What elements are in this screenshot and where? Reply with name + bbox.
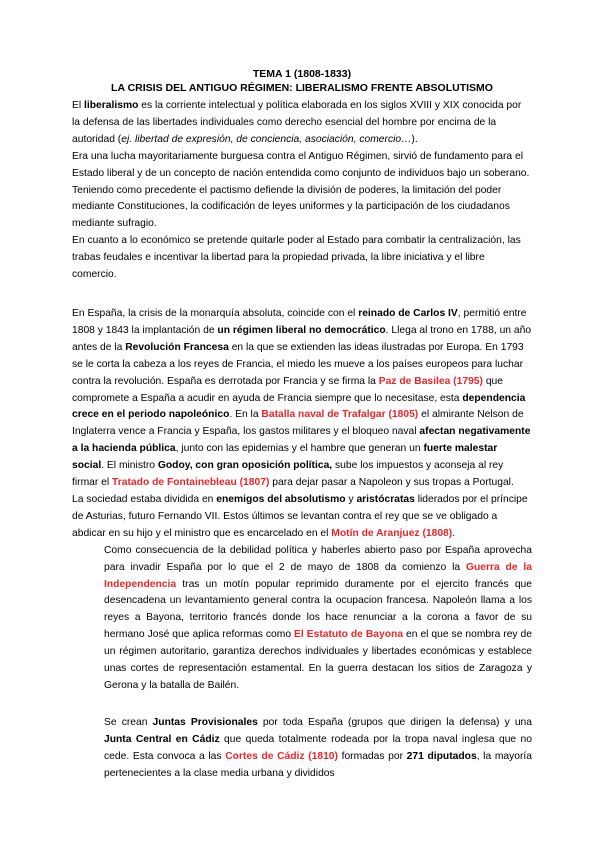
paragraph-sociedad: La sociedad estaba dividida en enemigos del absolutismo y aristócratas liderados por el príncipe de Asturias, futuro Fernando VII. Estos últimos se levantan contra el rey que se ve obligado a abdicar en su hijo y el ministro que es encarcelado en el Motín de Aranjuez (1808). [72,493,528,539]
title-line-2: LA CRISIS DEL ANTIGUO RÉGIMEN: LIBERALISMO FRENTE ABSOLUTISMO [111,82,493,94]
paragraph-lucha-burguesa: Era una lucha mayoritariamente burguesa contra el Antiguo Régimen, sirvió de fundamento para el Estado liberal y de un concepto de nación entendida como conjunto de individuos bajo un soberano. [72,150,530,179]
document-title [72,67,532,95]
paragraph-economico: En cuanto a lo económico se pretende quitarle poder al Estado para combatir la centralización, las trabas feudales e incentivar la libertad para la propiedad privada, la libre iniciativa y el libre comercio. [72,235,521,281]
paragraph-liberalismo: El liberalismo es la corriente intelectual y política elaborada en los siglos XVIII y XIX conocida por la defensa de las libertades individuales como derecho esencial del hombre por encima de la autoridad (ej. libertad de expresión, de conciencia, asociación, comercio…). [72,100,522,145]
paragraph-guerra-independencia: Como consecuencia de la debilidad política y haberles abierto paso por España aprovecha para invadir España por lo que el 2 de mayo de 1808 da comienzo la Guerra de la Independencia tras un motín popular reprimido duramente por el ejercito francés que desencadena un levantamiento general contra la ocupacion francesa. Napoleón llama a los reyes a Bayona, territorio francés donde los hace renunciar a la corona a favor de su hermano José que aplica reformas como El Estatuto de Bayona en el que se nombra rey de un régimen autoritario, garantiza derechos individuales y libertades económicas y establece unas cortes de representación estamental. En la guerra destacan los sitios de Zaragoza y Gerona y la batalla de Bailén. [104,544,533,691]
paragraph-pactismo: Teniendo como precedente el pactismo defiende la división de poderes, la limitación del poder mediante Constituciones, la codificación de leyes uniformes y la participación de los ciudadanos mediante sufragio. [72,184,510,230]
title-line-1: TEMA 1 (1808-1833) [252,68,352,80]
body-section-3 [72,715,532,783]
paragraph-crisis-espana: En España, la crisis de la monarquía absoluta, coincide con el reinado de Carlos IV, permitió entre 1808 y 1843 la implantación de un régimen liberal no democrático. Llega al trono en 1788, un año antes de la Revolución Francesa en la que se extienden las ideas ilustradas por Europa. En 1793 se le corta la cabeza a los reyes de Francia, el miedo les mueve a los países europeos para luchar contra la revolución. España es derrotada por Francia y se firma la Paz de Basilea (1795) que compromete a España a acudir en ayuda de Francia siempre que lo necesitase, esta dependencia crece en el periodo napoleónico. En la Batalla naval de Trafalgar (1805) el almirante Nelson de Inglaterra vence a Francia y España, los gastos militares y el bloqueo naval afectan negativamente a la hacienda pública, junto con las epidemias y el hambre que generan un fuerte malestar social. El ministro Godoy, con gran oposición política, sube los impuestos y aconseja al rey firmar el Tratado de Fontainebleau (1807) para dejar pasar a Napoleon y sus tropas a Portugal. [72,308,532,489]
body-section-1 [72,98,532,284]
paragraph-juntas: Se crean Juntas Provisionales por toda España (grupos que dirigen la defensa) y una Junta Central en Cádiz que queda totalmente rodeada por la tropa naval inglesa que no cede. Esta convoca a las Cortes de Cádiz (1810) formadas por 271 diputados, la mayoría pertenecientes a la clase media urbana y divididos [104,717,533,779]
body-section-2 [72,306,532,695]
